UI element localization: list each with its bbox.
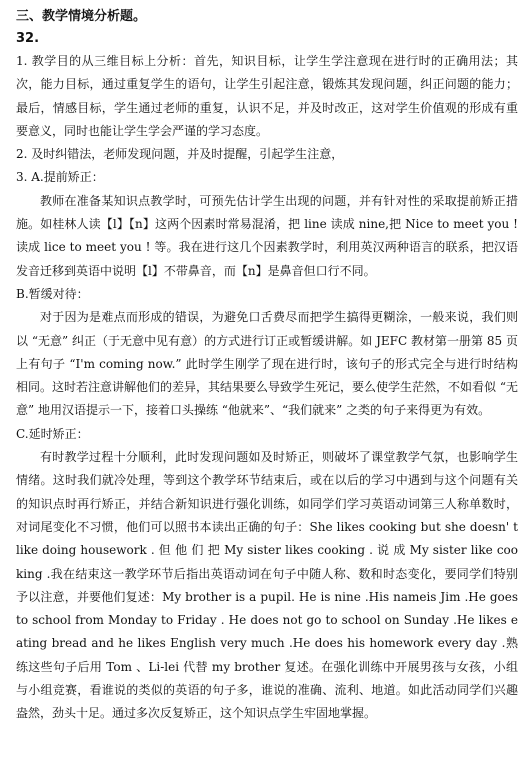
- paragraph-deferred-handling: 对于因为是难点而形成的错误，为避免口舌费尽而把学生搞得更糊涂，一般来说，我们则以 “无意” 纠正（于无意中见有意）的方式进行订正或暂缓讲解。如 JEFC 教材第一册第 85 页上有句子 “I'm coming now.” 此时学生刚学了现在进行时，该句子的形式完全与进行时结构相同。这时若注意讲解他们的差异，其结果要么导致学生死记，要么使学生茫然，不如看似 “无意” 地用汉语提示一下，接着口头操练 “他就来”、“我们就来” 之类的句子来得更为有效。: [16, 310, 518, 418]
- subheading-c: C.延时矫正：: [16, 426, 89, 441]
- paragraph-advance-correction: 教师在准备某知识点教学时，可预先估计学生出现的问题，并有针对性的采取提前矫正措施。如桂林人读【l】【n】这两个因素时常易混淆，把 line 读成 nine,把 Nice to meet you ! 读成 lice to meet you ! 等。我在进行这几个因素教学时，利用英汉两种语言的联系，把汉语发音迁移到英语中说明【l】不带鼻音，而【n】是鼻音但口行不同。: [16, 193, 518, 278]
- answer-paragraph-2: 2. 及时纠错法，老师发现问题，并及时提醒，引起学生注意，: [16, 147, 344, 162]
- section-title: 三、教学情境分析题。: [16, 9, 147, 24]
- subheading-b: B.暂缓对待：: [16, 286, 89, 301]
- answer-paragraph-1: 1. 教学目的从三维目标上分析：首先，知识目标，让学生学注意现在进行时的正确用法；其次，能力目标，通过重复学生的语句，让学生引起注意，锻炼其发现问题，纠正问题的能力；最后，情感目标，学生通过老师的重复，认识不足，并及时改正，这对学生价值观的形成有重要意义，同时也能让学生学会严谨的学习态度。: [16, 54, 518, 138]
- question-number: 32.: [16, 31, 40, 46]
- subheading-a: 3. A.提前矫正：: [16, 170, 104, 185]
- paragraph-delayed-correction: 有时教学过程十分顺利，此时发现问题如及时矫正，则破坏了课堂教学气氛，也影响学生情绪。这时我们就冷处理，等到这个教学环节结束后，或在以后的学习中遇到与这个问题有关的知识点时再行矫正，并结合新知识进行强化训练，如同学们学习英语动词第三人称单数时，对词尾变化不习惯，他们可以照书本读出正确的句子：She likes cooking but she doesn' t like doing housework . 但 他 们 把 My sister likes cooking . 说 成 My sister like cooking .我在结束这一教学环节后指出英语动词在句子中随人称、数和时态变化，要同学们特别予以注意，并要他们复述：My brother is a pupil. He is nine .His nameis Jim .He goes to school from Monday to Friday . He does not go to school on Sunday .He likes eating bread and he likes English very much .He does his homework every day .熟练这些句子后用 Tom 、Li-lei 代替 my brother 复述。在强化训练中开展男孩与女孩，小组与小组竞赛，看谁说的类似的英语的句子多，谁说的准确、流利、地道。如此活动同学们兴趣盎然，劲头十足。通过多次反复矫正，这个知识点学生牢固地掌握。: [16, 450, 518, 721]
